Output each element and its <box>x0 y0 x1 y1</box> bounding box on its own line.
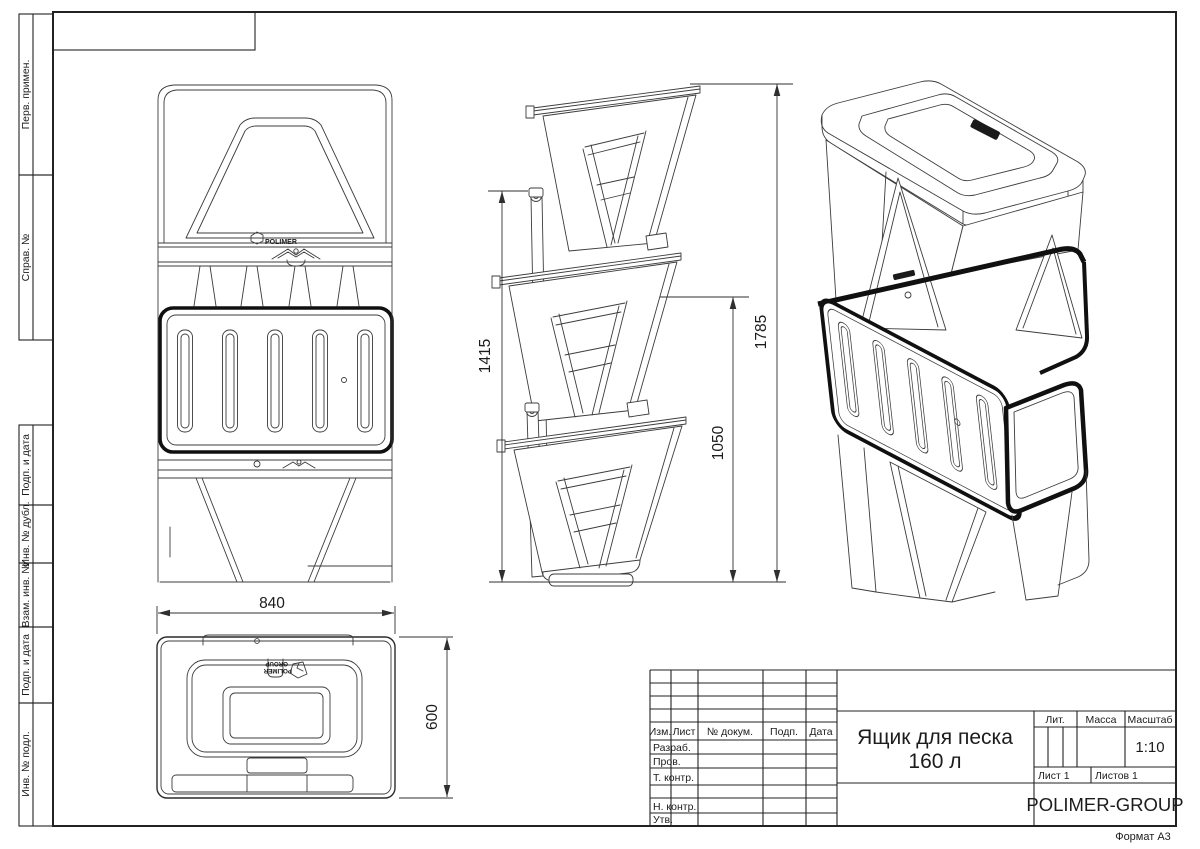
dimension-1415 <box>477 191 528 582</box>
dim-840-label: 840 <box>259 595 285 612</box>
stamp-cell <box>19 703 53 826</box>
stamp-label: Взам. инв. № <box>20 562 32 628</box>
title-block <box>649 670 1184 826</box>
stamp-label: Инв. № подл. <box>20 731 32 797</box>
top-logo <box>263 660 307 678</box>
row-prov: Пров. <box>653 756 681 768</box>
row-tkontr: Т. контр. <box>653 772 695 784</box>
scale-value: 1:10 <box>1135 739 1165 756</box>
dim-1785-label: 1785 <box>753 314 770 350</box>
col-list: Лист <box>672 726 696 738</box>
stamp-cell <box>19 562 53 627</box>
dimension-600 <box>399 637 453 798</box>
col-podp: Подп. <box>770 726 798 738</box>
stamp-cell <box>19 175 53 340</box>
stamp-label: Инв. № дубл. <box>20 501 32 567</box>
base-legs <box>160 478 392 582</box>
row-razrab: Разраб. <box>653 742 691 754</box>
left-stamp-column <box>19 14 53 826</box>
stamp-label: Подп. и дата <box>20 634 32 696</box>
dimension-840 <box>157 595 395 634</box>
panel-slots <box>178 330 373 432</box>
stamp-cell <box>19 501 53 566</box>
stack-box-3 <box>497 403 686 586</box>
front-view <box>158 85 392 582</box>
col-izm: Изм. <box>648 726 672 738</box>
sheet-number: Лист 1 <box>1038 770 1070 782</box>
col-data: Дата <box>809 726 833 738</box>
side-stack-view <box>492 86 700 586</box>
col-doc: № докум. <box>706 726 754 738</box>
sheets-total: Листов 1 <box>1095 770 1138 782</box>
latch-emblem <box>272 249 320 266</box>
isometric-view <box>818 81 1089 602</box>
doc-title-line1: Ящик для песка <box>857 726 1013 749</box>
row-nkontr: Н. контр. <box>653 801 697 813</box>
scale-label: Масштаб <box>1127 714 1173 726</box>
dim-1415-label: 1415 <box>477 338 494 374</box>
format-note: Формат А3 <box>1115 831 1171 843</box>
top-left-stamp-box <box>53 12 255 50</box>
company-name: POLIMER-GROUP <box>1026 794 1184 815</box>
mass-label: Масса <box>1085 714 1117 726</box>
stamp-cell <box>19 425 53 505</box>
stamp-cell <box>19 14 53 175</box>
dim-600-label: 600 <box>424 704 441 730</box>
front-logo-text: POLIMER <box>265 239 297 246</box>
stamp-label: Перв. примен. <box>20 59 32 130</box>
lower-latch <box>283 460 315 468</box>
stack-box-1 <box>526 86 700 251</box>
top-logo-line1: POLIMER <box>263 667 292 674</box>
stamp-cell <box>19 627 53 703</box>
lit-label: Лит. <box>1045 714 1065 726</box>
stamp-label: Подп. и дата <box>20 434 32 496</box>
top-logo-line2: GROUP <box>265 660 288 667</box>
dimension-1785 <box>690 84 793 582</box>
stamp-label: Справ. № <box>20 233 32 282</box>
rib-band <box>194 266 359 306</box>
doc-title-line2: 160 л <box>908 750 962 773</box>
dim-1050-label: 1050 <box>710 425 727 461</box>
row-utv: Утв. <box>653 814 673 826</box>
top-view <box>157 635 395 798</box>
